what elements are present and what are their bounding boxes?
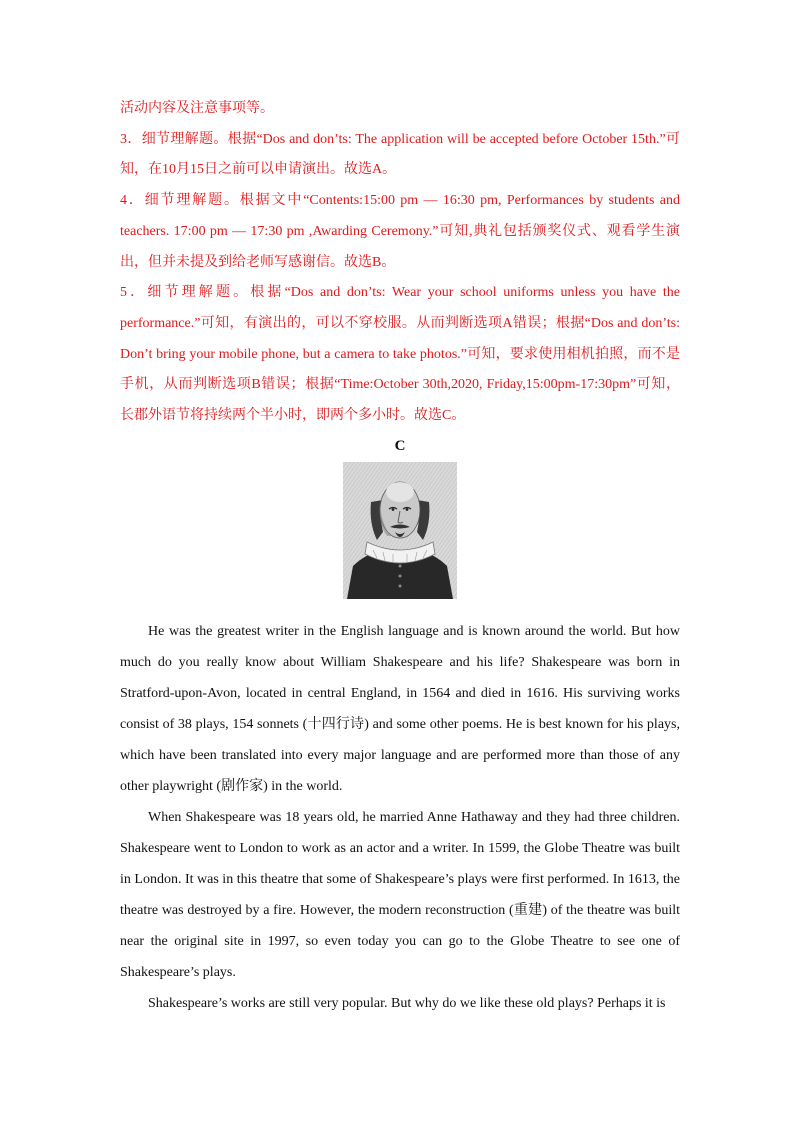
- answer-line-intro: 活动内容及注意事项等。: [120, 101, 274, 116]
- answer-4: 4．细节理解题。根据文中“Contents:15:00 pm — 16:30 pm, Performances by students and teachers. 17:00 pm — 17:30 pm ,Awarding Ceremony.”可知,典礼包括颁奖仪式、观看学生演出，但并未提及到给老师写感谢信。故选B。: [120, 193, 680, 270]
- passage-paragraph-3: Shakespeare’s works are still very popular. But why do we like these old plays? Perhaps it is: [148, 996, 666, 1011]
- passage-paragraph-2: When Shakespeare was 18 years old, he married Anne Hathaway and they had three children. Shakespeare went to London to work as an actor and a writer. In 1599, the Globe Theatre was built in London. It was in this theatre that some of Shakespeare’s plays were first performed. In 1613, the theatre was destroyed by a fire. However, the modern reconstruction (重建) of the theatre was built near the original site in 1997, so even today you can go to the Globe Theatre to see one of Shakespeare’s plays.: [120, 810, 680, 980]
- answer-3: 3．细节理解题。根据“Dos and don’ts: The application will be accepted before October 15th.”可知，在10月15日之前可以申请演出。故选A。: [120, 131, 680, 178]
- section-heading: C: [394, 438, 406, 454]
- shakespeare-portrait: [343, 462, 457, 599]
- answer-5: 5．细节理解题。根据“Dos and don’ts: Wear your school uniforms unless you have the performance.”可知，有演出的，可以不穿校服。从而判断选项A错误；根据“Dos and don’ts: Don’t bring your mobile phone, but a camera to take photos.”可知，要求使用相机拍照，而不是手机，从而判断选项B错误；根据“Time:October 30th,2020, Friday,15:00pm-17:30pm”可知，长郡外语节将持续两个半小时，即两个多小时。故选C。: [120, 285, 680, 424]
- answer-explanations: [120, 94, 680, 432]
- passage-paragraph-1: He was the greatest writer in the English language and is known around the world. But how much do you really know about William Shakespeare and his life? Shakespeare was born in Stratford-upon-Avon, located in central England, in 1564 and died in 1616. His surviving works consist of 38 plays, 154 sonnets (十四行诗) and some other poems. He is best known for his plays, which have been translated into every major language and are performed more than those of any other playwright (剧作家) in the world.: [120, 624, 680, 794]
- reading-passage: [120, 616, 680, 1019]
- portrait-engraving: [343, 462, 457, 599]
